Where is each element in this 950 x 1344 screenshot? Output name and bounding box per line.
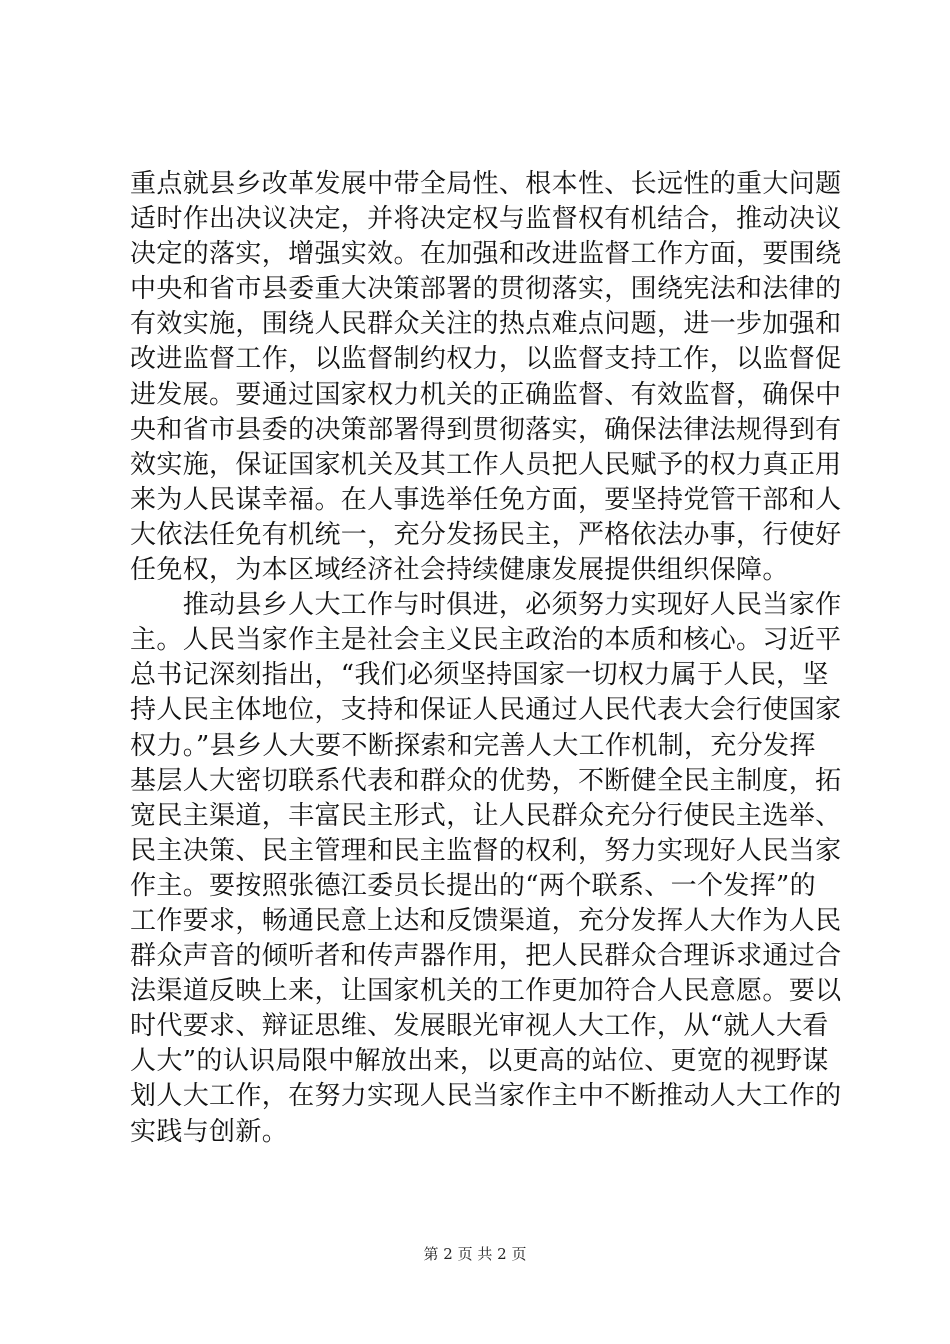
text-line: 央和省市县委的决策部署得到贯彻落实，确保法律法规得到有 (130, 414, 842, 445)
text-line: 宽民主渠道，丰富民主形式，让人民群众充分行使民主选举、 (130, 800, 842, 831)
text-line: 基层人大密切联系代表和群众的优势，不断健全民主制度，拓 (130, 765, 842, 796)
text-line: 持人民主体地位，支持和保证人民通过人民代表大会行使国家 (130, 695, 842, 726)
text-line: 人大”的认识局限中解放出来，以更高的站位、更宽的视野谋 (130, 1046, 829, 1077)
text-line: 总书记深刻指出，“我们必须坚持国家一切权力属于人民，坚 (130, 660, 829, 691)
text-line: 主。人民当家作主是社会主义民主政治的本质和核心。习近平 (130, 625, 842, 656)
text-line: 来为人民谋幸福。在人事选举任免方面，要坚持党管干部和人 (130, 484, 842, 515)
text-line: 实践与创新。 (130, 1116, 289, 1147)
text-line: 改进监督工作，以监督制约权力，以监督支持工作，以监督促 (130, 344, 842, 375)
text-line: 中央和省市县委重大决策部署的贯彻落实，围绕宪法和法律的 (130, 274, 842, 305)
text-line: 进发展。要通过国家权力机关的正确监督、有效监督，确保中 (130, 379, 842, 410)
text-line: 有效实施，围绕人民群众关注的热点难点问题，进一步加强和 (130, 309, 842, 340)
text-line: 重点就县乡改革发展中带全局性、根本性、长远性的重大问题 (130, 169, 842, 199)
text-line: 大依法任免有机统一，充分发扬民主，严格依法办事，行使好 (130, 519, 842, 550)
body-text (130, 167, 842, 1150)
text-line: 任免权，为本区域经济社会持续健康发展提供组织保障。 (130, 555, 789, 586)
text-line: 适时作出决议决定，并将决定权与监督权有机结合，推动决议 (130, 204, 842, 235)
text-line: 效实施，保证国家机关及其工作人员把人民赋予的权力真正用 (130, 449, 842, 480)
text-line: 权力。”县乡人大要不断探索和完善人大工作机制，充分发挥 (130, 730, 816, 761)
text-line: 划人大工作，在努力实现人民当家作主中不断推动人大工作的 (130, 1081, 842, 1112)
text-line: 作主。要按照张德江委员长提出的“两个联系、一个发挥”的 (130, 870, 817, 901)
text-line: 群众声音的倾听者和传声器作用，把人民群众合理诉求通过合 (130, 941, 842, 972)
text-line: 时代要求、辩证思维、发展眼光审视人大工作，从“就人大看 (130, 1011, 829, 1042)
text-line: 工作要求，畅通民意上达和反馈渠道，充分发挥人大作为人民 (130, 905, 842, 936)
text-line: 推动县乡人大工作与时俱进，必须努力实现好人民当家作 (130, 590, 842, 621)
page-footer: 第 2 页 共 2 页 (423, 1245, 527, 1263)
text-line: 民主决策、民主管理和民主监督的权利，努力实现好人民当家 (130, 835, 842, 866)
text-line: 法渠道反映上来，让国家机关的工作更加符合人民意愿。要以 (130, 976, 842, 1007)
text-line: 决定的落实，增强实效。在加强和改进监督工作方面，要围绕 (130, 239, 842, 270)
